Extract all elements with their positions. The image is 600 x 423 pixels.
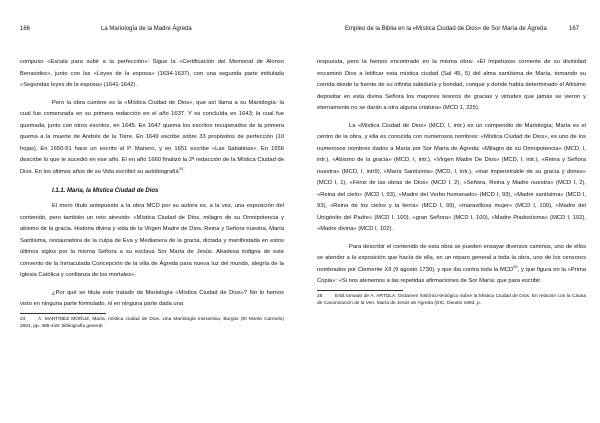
right-page <box>300 0 600 423</box>
footnote-ref-24: 24 <box>178 165 184 171</box>
footnote-25 <box>317 293 586 308</box>
right-running-head: Empleo de la Biblia en la «Mística Ciudad de Dios» de Sor María de Ágreda <box>345 26 547 32</box>
section-title: I.1.1. María, la Mística Ciudad de Dios <box>52 188 159 194</box>
left-paragraph-3: El mero título antepuesto a la obra MCD por su autora es, a la vez, una exposición del contenido, pero también un reto atrevido: «Mística Ciudad de Dios, milagro de su Omnipotencia y abismo de la gracia. Historia divina y vida de la Virgen Madre de Dios, Reina y Señora nuestra, María Santísima, restauradora de la culpa de Eva y Medianera de la gracia, dictada y manifestada en estos últimos siglos por la misma Señora a su esclava Sor María de Jesús. Abadesa indigna de este convento de la Inmaculada Concepción de la villa de Ágreda para nueva luz del mundo, alegría de la Iglesia Católica y confianza de los mortales». <box>20 203 284 278</box>
footnote-24-text: Á. MARTÍNEZ MOÑUZ, María, mística ciudad de Dios. Una Mariología interactiva, Burgos (El Monte Carmelo) 2001, pp. 385-418: bibliografía general <box>20 316 284 329</box>
left-paragraph-2 <box>20 98 284 179</box>
footnote-25-marker: 25 <box>317 293 323 299</box>
left-paragraph-4: ¿Por qué se titula este tratado de Mariología «Mística Ciudad de Dios»? No lo hemos visto en ninguna parte formulado, ni en ninguna parte dada una <box>20 289 284 307</box>
left-page-body <box>20 57 284 331</box>
right-paragraph-3-end: , y que figura en la «Prima Copia»: «Si nos atenemos a las repetidas afirmaciones de Sor María: que para escribir <box>317 266 587 284</box>
right-page-body <box>317 57 586 308</box>
left-paragraph-1: compuso «Escala para subir a la perfección»: Sigue la «Certificación del Memorial de Alonso Benavides», junto con las «Leyes de la esposa» (1634-1637), con una segunda parte intitulada «Segundas leyes de la esposa» (1641-1642). <box>20 59 284 88</box>
left-paragraph-2-end: . <box>183 168 185 175</box>
left-running-head: La Mariología de la Madre Ágreda <box>101 26 192 32</box>
footnote-rule <box>20 313 106 314</box>
footnote-25-text: Está tomado de A. ARTOLA, Dictamen histórico-teológico sobre la Mística Ciudad de Dios. En relación con la Causa de Canonización de la Ven. María de Jesús de Ágreda (OIC, Deusto 1993, p. <box>317 293 586 306</box>
right-paragraph-1: respuesta, pero la hemos encontrado en la misma obra: «El ímpetuoso corriente de su divinidad encaminó Dios a letificar esta mística ciudad (Sal 45, 5) del alma santísima de María, tomando su corrida desde la fuente de su infinita sabiduría y bondad, conque y donde había determinado el Altísimo depositar en esta divina Señora los mayores tesoros de gracias y virtudes que jamás se vieron y eternamente no se darán a otra alguna criatura» (MCD 1, 225). <box>317 59 586 111</box>
right-paragraph-3-text: Para describir el contenido de esta obra se pueden ensayar diversos caminos, uno de ellos se atender a la exposición que hacía de ella, en un reparo general a toda la obra, uno de los censores nombrados por Clemente XII (9 agosto 1730), y que iba contra toda la MCD <box>317 243 586 273</box>
right-page-number: 167 <box>569 26 580 32</box>
footnote-24-marker: 24 <box>20 316 26 322</box>
right-paragraph-3 <box>317 242 586 288</box>
footnote-24 <box>20 316 284 331</box>
footnote-rule <box>317 290 403 291</box>
left-paragraph-2-text: Pero la obra cumbre es la «Mística Ciudad de Dios», que así llama a su Mariología: la cual fue comenzada en su primera redacción en el año 1637. Y es concluída en 1643; la cual fue quemada, junto con otros escritos, en 1645. En 1647 quema los escritos recuperados de la primera quema a la muerte de Andrés de la Torre. En 1649 escribe sobre 33 propósitos de perfección (10 hojas). En 1650-51 hace un escrito al P. Manero, y en 1651 escribe «Las Sabatinas». En 1656 describe lo que le sucedió en ese año. El en año 1660 finalizó la 2ª redacción de la Mística Ciudad de Dios. En los últimos años de su Vida escribió su autobiografía <box>20 99 284 175</box>
left-page-number: 166 <box>20 26 31 32</box>
right-paragraph-2: La «Mística Ciudad de Dios» (MCD, I, intr.) es un compendio de Mariología; María es el centro de la obra, y ella es conocida con numerosos nombres: «Mística Ciudad de Dios», es uno de los numerosos nombres dados a María por Sor María de Ágreda; «Milagro de su Omnipotencia» (MCD, I, intr.), «Abismo de la gracia» (MCD, I, intr.), «Virgen Madre De Dios» (MCD, I, intr.), «Reina y Señora nuestra» (MCD, I, intr9), «María Santísima» (MCD, I, intr.), «mar impenetrable de su gracia y dones» (MCD I, 1), «Fénix de las obras de Dios» (MCD I, 2), «Señora, Reina y Madre nuestra» (MCD I, 2), «Reina del cielo» (MCD I, 93), «Madre del Verbo humanado» (MCD I, 93), «Madre santísima» (MCD I, 93), «Reina de los cielos y la tierra» (MCD I, 99), «maravillosa mujer» (MCD I, 100), «Madre del Unigénito del Padre» (MCD I, 100), «gran Señora» (MCD I, 100), «Madre Piadosísima» (MCD I, 102), «Madre divina» (MCD I, 102). <box>317 122 586 232</box>
footnote-ref-25: 25 <box>513 263 518 269</box>
